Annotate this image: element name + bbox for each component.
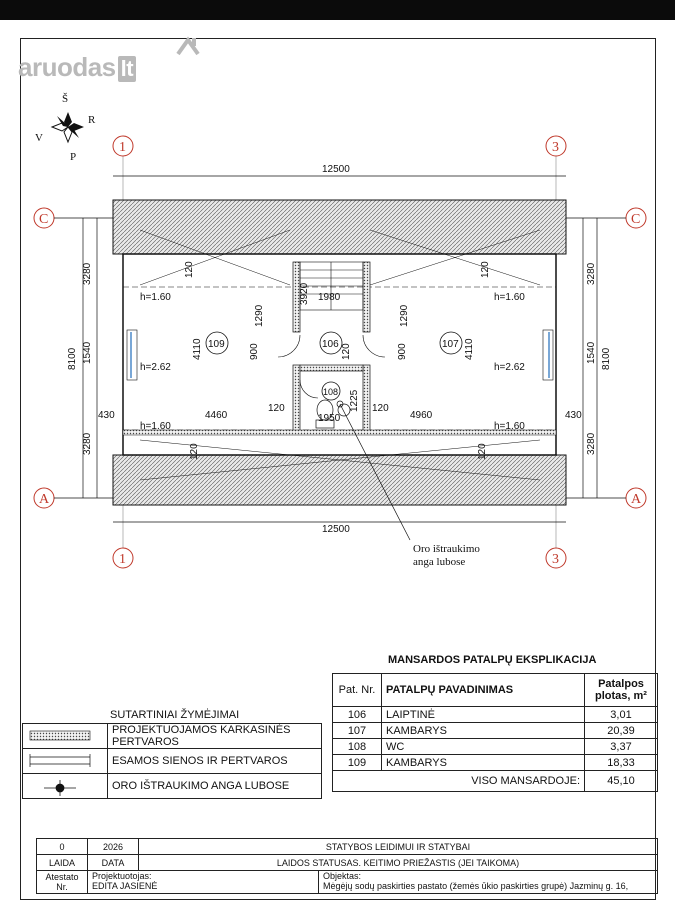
dim-left-room-height: 4110 bbox=[192, 338, 203, 360]
total-label: VISO MANSARDOJE: bbox=[333, 771, 585, 792]
table-header-row bbox=[333, 674, 658, 707]
table-row bbox=[333, 755, 658, 771]
header-name: PATALPŲ PAVADINIMAS bbox=[382, 674, 585, 707]
table-row bbox=[333, 723, 658, 739]
row-nr: 109 bbox=[333, 755, 382, 771]
roof-lower-slope bbox=[113, 455, 566, 505]
object-cell bbox=[319, 871, 658, 894]
title-block-table bbox=[36, 838, 658, 894]
header-area: Patalpos plotas, m² bbox=[585, 674, 658, 707]
room-109-number: 109 bbox=[208, 339, 225, 350]
axis-1-bottom-label: 1 bbox=[119, 552, 126, 567]
dim-900-left: 900 bbox=[249, 343, 260, 360]
legend-row bbox=[23, 749, 322, 774]
status-header: LAIDOS STATUSAS. KEITIMO PRIEŽASTIS (JEI TAIKOMA) bbox=[139, 855, 658, 871]
title-block-row bbox=[37, 871, 658, 894]
row-area: 20,39 bbox=[585, 723, 658, 739]
height-label-top-left: h=1.60 bbox=[140, 292, 171, 303]
designer-cell bbox=[88, 871, 319, 894]
legend-title: SUTARTINIAI ŽYMĖJIMAI bbox=[110, 709, 240, 721]
height-label-mid-right: h=2.62 bbox=[494, 362, 525, 373]
table-row bbox=[333, 739, 658, 755]
dim-lower-left: 3280 bbox=[82, 432, 93, 455]
compass-north-label: Š bbox=[62, 93, 69, 105]
axis-c-left-label: C bbox=[39, 212, 49, 227]
explication-table bbox=[332, 673, 658, 792]
dim-3920: 3920 bbox=[299, 282, 310, 305]
dim-1290-left: 1290 bbox=[254, 304, 265, 327]
room-107-number: 107 bbox=[442, 339, 459, 350]
dim-right-room-height: 4110 bbox=[464, 338, 475, 360]
row-name: KAMBARYS bbox=[382, 755, 585, 771]
row-nr: 106 bbox=[333, 707, 382, 723]
data-value: 2026 bbox=[88, 839, 139, 855]
watermark-brand: aruodas bbox=[18, 52, 116, 82]
objektas-label: Objektas: bbox=[323, 871, 362, 881]
axis-a-right-label: A bbox=[631, 492, 642, 507]
legend-label: ORO IŠTRAUKIMO ANGA LUBOSE bbox=[108, 774, 322, 799]
compass-west-label: V bbox=[35, 132, 43, 144]
legend-symbol-cell bbox=[23, 724, 108, 749]
height-label-mid-left: h=2.62 bbox=[140, 362, 171, 373]
dim-120-left: 120 bbox=[268, 403, 285, 414]
object-description: Mėgėjų sodų paskirties pastato (žemės ūkio paskirties grupė) Jazminų g. 16, bbox=[323, 881, 629, 891]
compass-south-label: P bbox=[70, 151, 77, 163]
laida-value: 0 bbox=[37, 839, 88, 855]
dim-1950: 1950 bbox=[318, 413, 341, 424]
row-area: 18,33 bbox=[585, 755, 658, 771]
axis-c-right-label: C bbox=[631, 212, 641, 227]
dim-wall-left: 430 bbox=[98, 410, 115, 421]
legend-label: ESAMOS SIENOS IR PERTVAROS bbox=[108, 749, 322, 774]
dim-right-room-width: 4960 bbox=[410, 410, 433, 421]
data-header: DATA bbox=[88, 855, 139, 871]
total-value: 45,10 bbox=[585, 771, 658, 792]
vent-note-line1: Oro ištraukimo bbox=[413, 543, 480, 555]
dim-lower-right: 3280 bbox=[586, 432, 597, 455]
dim-left-room-width: 4460 bbox=[205, 410, 228, 421]
explication-title: MANSARDOS PATALPŲ EKSPLIKACIJA bbox=[388, 654, 597, 666]
room-108-number: 108 bbox=[323, 387, 339, 397]
dim-120-bottom-right: 120 bbox=[477, 443, 488, 460]
axis-3-top-label: 3 bbox=[552, 140, 559, 155]
axis-a-left-label: A bbox=[39, 492, 50, 507]
dim-wall-right: 430 bbox=[565, 410, 582, 421]
axis-1-top-label: 1 bbox=[119, 140, 126, 155]
status-value: STATYBOS LEIDIMUI IR STATYBAI bbox=[139, 839, 658, 855]
legend-symbol-cell bbox=[23, 774, 108, 799]
dim-120-top-right: 120 bbox=[480, 261, 491, 278]
header-nr: Pat. Nr. bbox=[333, 674, 382, 707]
row-name: WC bbox=[382, 739, 585, 755]
room-106-number: 106 bbox=[322, 339, 339, 350]
row-nr: 108 bbox=[333, 739, 382, 755]
projektuotojas-label: Projektuotojas: bbox=[92, 871, 152, 881]
atestato-label: Atestato Nr. bbox=[37, 871, 88, 894]
height-label-top-right: h=1.60 bbox=[494, 292, 525, 303]
legend-row bbox=[23, 724, 322, 749]
dim-120-right: 120 bbox=[372, 403, 389, 414]
row-name: KAMBARYS bbox=[382, 723, 585, 739]
dim-overall-top: 12500 bbox=[322, 164, 350, 175]
designer-name: EDITA JASIENĖ bbox=[92, 881, 158, 891]
dim-1225: 1225 bbox=[349, 389, 360, 412]
dim-middle-right: 1540 bbox=[586, 341, 597, 364]
dim-900-right: 900 bbox=[397, 343, 408, 360]
dim-upper-left: 3280 bbox=[82, 262, 93, 285]
dim-depth-left: 8100 bbox=[67, 347, 78, 370]
dim-1980: 1980 bbox=[318, 292, 341, 303]
watermark-tld: lt bbox=[118, 56, 136, 82]
dim-120-center: 120 bbox=[341, 343, 352, 360]
row-area: 3,37 bbox=[585, 739, 658, 755]
roof-upper-slope bbox=[113, 200, 566, 254]
dim-120-top-left: 120 bbox=[184, 261, 195, 278]
dim-depth-right: 8100 bbox=[601, 347, 612, 370]
title-block-row bbox=[37, 855, 658, 871]
dim-middle-left: 1540 bbox=[82, 341, 93, 364]
dim-upper-right: 3280 bbox=[586, 262, 597, 285]
compass-rose-icon bbox=[35, 93, 96, 163]
row-area: 3,01 bbox=[585, 707, 658, 723]
compass-east-label: R bbox=[88, 114, 96, 126]
height-label-bottom-left: h=1.60 bbox=[140, 421, 171, 432]
legend-row bbox=[23, 774, 322, 799]
dim-120-bottom-left: 120 bbox=[189, 443, 200, 460]
height-label-bottom-right: h=1.60 bbox=[494, 421, 525, 432]
table-row bbox=[333, 707, 658, 723]
axis-3-bottom-label: 3 bbox=[552, 552, 559, 567]
title-block-row bbox=[37, 839, 658, 855]
dim-1290-right: 1290 bbox=[399, 304, 410, 327]
laida-header: LAIDA bbox=[37, 855, 88, 871]
vent-note-line2: anga lubose bbox=[413, 556, 466, 568]
table-total-row bbox=[333, 771, 658, 792]
legend-label: PROJEKTUOJAMOS KARKASINĖS PERTVAROS bbox=[108, 724, 322, 749]
legend-symbol-cell bbox=[23, 749, 108, 774]
dim-overall-bottom: 12500 bbox=[322, 524, 350, 535]
row-nr: 107 bbox=[333, 723, 382, 739]
row-name: LAIPTINĖ bbox=[382, 707, 585, 723]
legend-table bbox=[22, 723, 322, 799]
